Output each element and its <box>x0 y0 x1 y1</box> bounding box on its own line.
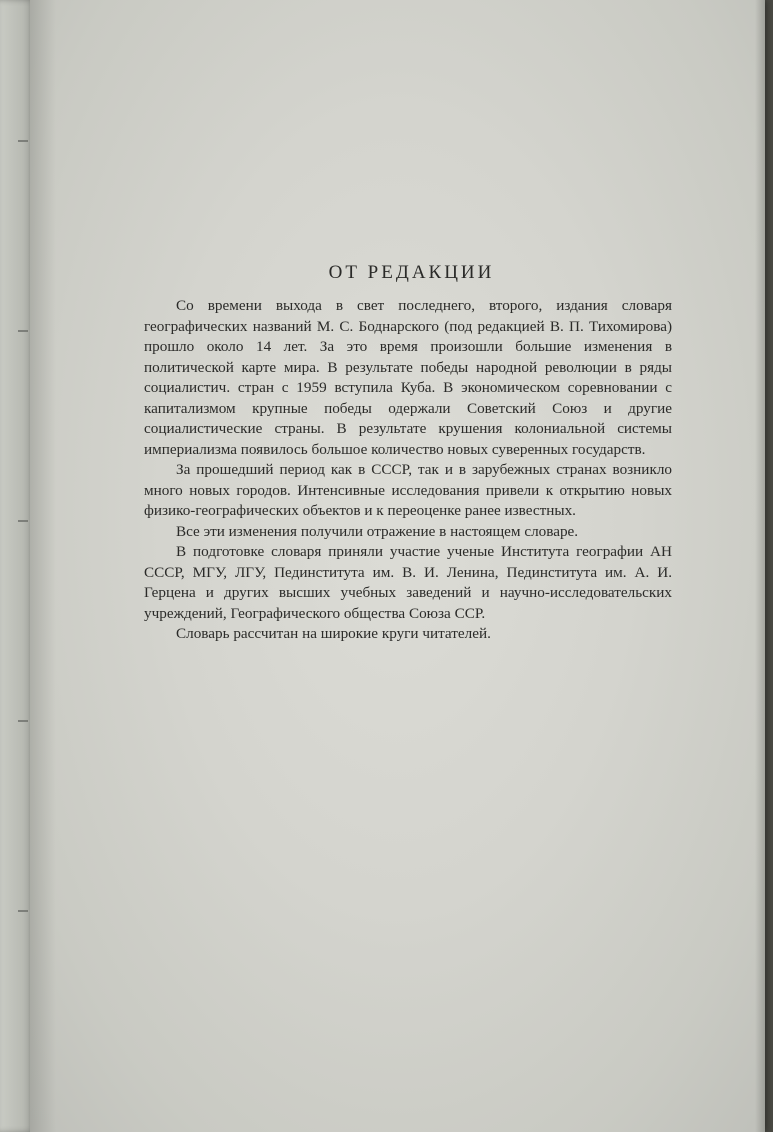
paragraph: Все эти изменения получили отражение в настоящем словаре. <box>176 522 579 540</box>
page-heading: ОТ РЕДАКЦИИ <box>328 262 495 283</box>
paragraph: Со времени выхода в свет последнего, второго, издания словаря географических названий М. С. Боднарского (под редакцией В. П. Тихомирова) прошло около 14 лет. За это время произошли большие изменения в политической карте мира. В результате победы народной революции в ряды социалистич. стран с 1959 вступила Куба. В экономическом соревновании с капитализмом крупные победы одержали Советский Союз и другие социалистические страны. В результате крушения колониальной системы империализма появилось большое количество новых суверенных государств. <box>144 297 672 458</box>
paragraph: Словарь рассчитан на широкие круги читателей. <box>176 625 491 642</box>
binding-stitch <box>18 330 28 332</box>
binding-stitch <box>18 520 28 522</box>
binding-stitch <box>18 910 28 912</box>
paragraph: За прошедший период как в СССР, так и в зарубежных странах возникло много новых городов. Интенсивные исследования привели к открытию новых физико-географических объектов и к переоценке ранее известных. <box>144 461 672 519</box>
binding-stitch <box>18 140 28 142</box>
book-page <box>30 0 765 1132</box>
paragraph: В подготовке словаря приняли участие ученые Института географии АН СССР, МГУ, ЛГУ, Пединститута им. В. И. Ленина, Пединститута им. А. И. Герцена и других высших учебных заведений и научно-исследовательских учреждений, Географического общества Союза ССР. <box>144 543 672 622</box>
binding-stitch <box>18 720 28 722</box>
body-text <box>144 296 672 645</box>
